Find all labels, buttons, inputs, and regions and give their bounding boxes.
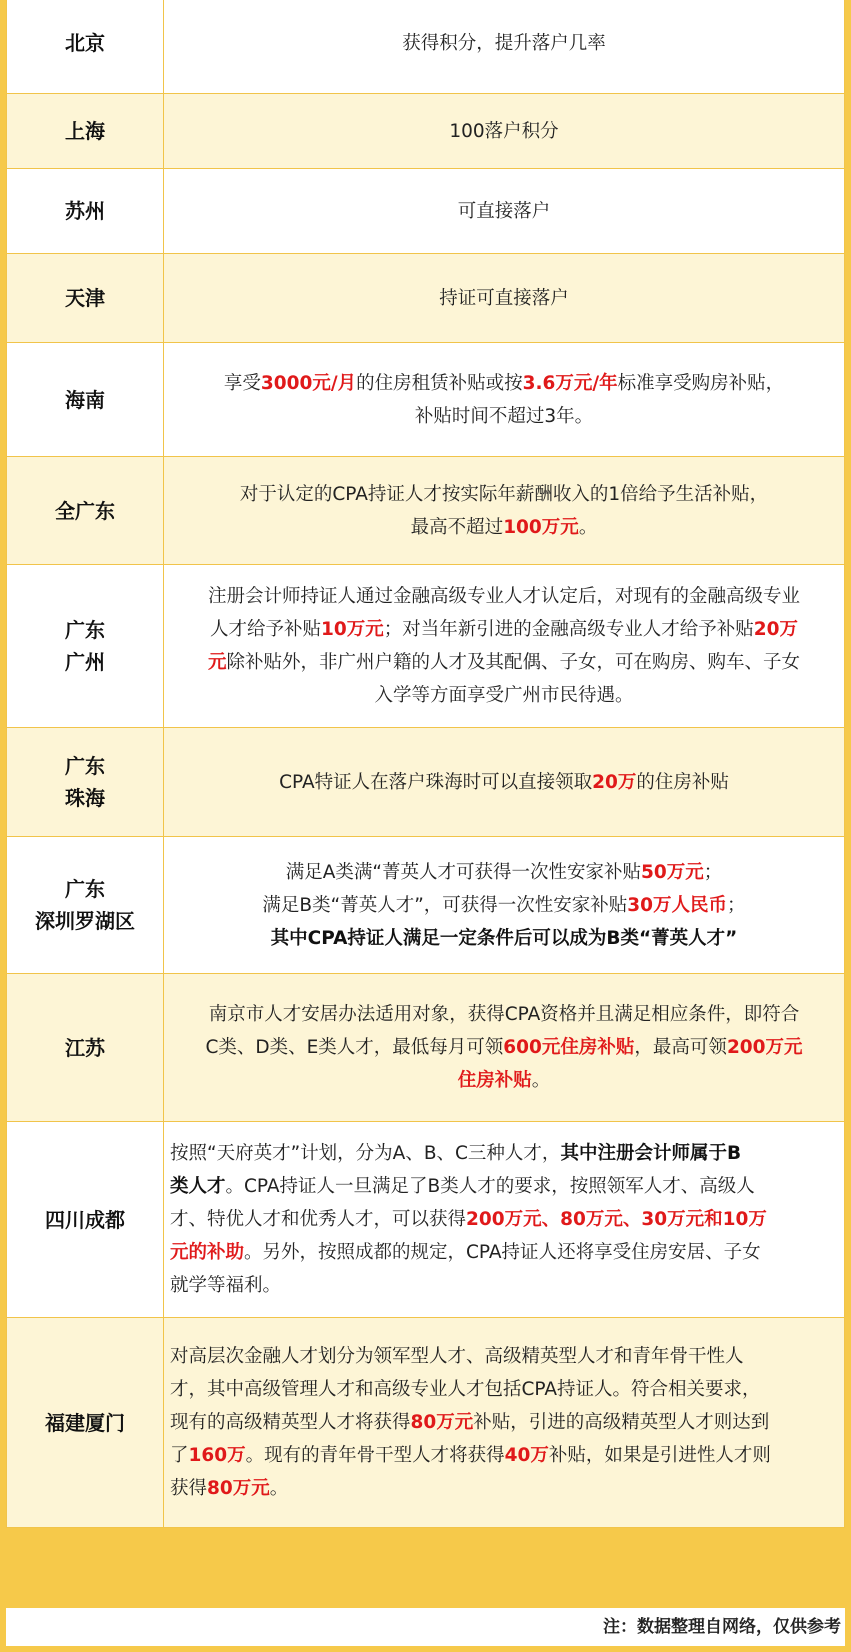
policy-text: 。现有的青年骨干型人才将获得 [245, 1445, 505, 1466]
policy-text: 。 [531, 1070, 551, 1091]
region-cell [7, 457, 164, 565]
policy-line [170, 580, 838, 613]
region-label: 广东 [65, 618, 105, 642]
policy-line [170, 1373, 838, 1406]
policy-line [170, 1269, 838, 1302]
policy-line [170, 1439, 838, 1472]
table-row [7, 1122, 845, 1318]
policy-text: 对高层次金融人才划分为领军型人才、高级精英型人才和青年骨干性人 [170, 1346, 744, 1367]
table-row [7, 94, 845, 169]
policy-text: 100落户积分 [449, 120, 559, 142]
policy-line [170, 27, 838, 60]
highlight-amount: 元的补助 [170, 1242, 245, 1263]
policy-cell [164, 343, 845, 457]
policy-cell [164, 565, 845, 728]
highlight-amount: 160万 [188, 1445, 246, 1466]
region-cell [7, 728, 164, 837]
policy-cell [164, 728, 845, 837]
policy-cell [164, 974, 845, 1122]
highlight-amount: 20万 [592, 771, 637, 793]
policy-line [170, 856, 838, 889]
table-row [7, 1318, 845, 1528]
highlight-amount: 50万元 [640, 861, 704, 883]
table-row [7, 974, 845, 1122]
highlight-amount: 200万元 [726, 1037, 803, 1058]
highlight-amount: 100万元 [503, 516, 579, 538]
emphasis-text: 类人才 [170, 1176, 226, 1197]
policy-cell [164, 457, 845, 565]
policy-text: 注册会计师持证人通过金融高级专业人才认定后，对现有的金融高级专业 [207, 586, 800, 607]
policy-text: 人才给予补贴 [209, 619, 321, 640]
table-row [7, 837, 845, 974]
policy-line [170, 282, 838, 315]
region-cell [7, 565, 164, 728]
highlight-amount: 元 [207, 652, 227, 673]
region-label: 江苏 [65, 1035, 105, 1060]
footer-note-text: 注：数据整理自网络，仅供参考 [603, 1617, 841, 1637]
emphasis-text: 其中注册会计师属于B [560, 1143, 742, 1164]
region-label: 北京 [65, 31, 105, 55]
policy-line [170, 646, 838, 679]
policy-cell [164, 254, 845, 343]
policy-text: ； [703, 861, 723, 883]
region-cell [7, 254, 164, 343]
footer-note [6, 1608, 845, 1646]
policy-cell [164, 837, 845, 974]
policy-line [170, 922, 838, 955]
policy-text: 可直接落户 [457, 200, 551, 222]
region-cell [7, 837, 164, 974]
policy-text: CPA特证人在落户珠海时可以直接领取 [279, 771, 593, 793]
policy-text: 标准享受购房补贴， [617, 372, 785, 394]
highlight-amount: 80万元 [410, 1412, 474, 1433]
policy-table-body [7, 0, 845, 1528]
policy-text: 补贴，如果是引进性人才则 [548, 1445, 771, 1466]
policy-cell [164, 1318, 845, 1528]
policy-text: 补贴时间不超过3年。 [414, 405, 594, 427]
policy-text: 满足A类满“菁英人才可获得一次性安家补贴 [285, 861, 641, 883]
policy-line [170, 998, 838, 1031]
table-row [7, 343, 845, 457]
policy-text: C类、D类、E类人才，最低每月可领 [205, 1037, 504, 1058]
region-label: 上海 [65, 119, 105, 143]
policy-line [170, 115, 838, 148]
policy-text: 最高不超过 [410, 516, 504, 538]
table-row [7, 169, 845, 254]
region-label: 深圳罗湖区 [35, 909, 135, 933]
highlight-amount: 40万 [504, 1445, 549, 1466]
policy-line [170, 511, 838, 544]
region-cell [7, 974, 164, 1122]
table-row [7, 728, 845, 837]
policy-line [170, 400, 838, 433]
highlight-amount: 80万元 [207, 1478, 270, 1499]
table-row [7, 565, 845, 728]
policy-text: 。 [578, 516, 598, 538]
region-cell [7, 0, 164, 94]
region-label: 广州 [65, 650, 105, 674]
region-label: 全广东 [55, 498, 115, 523]
policy-text: 持证可直接落户 [439, 287, 569, 309]
policy-line [170, 1064, 838, 1097]
region-label: 苏州 [65, 199, 105, 223]
policy-line [170, 613, 838, 646]
highlight-amount: 30万人民币 [627, 894, 728, 916]
region-cell [7, 1122, 164, 1318]
policy-text: 入学等方面享受广州市民待遇。 [374, 685, 634, 706]
highlight-amount: 600元住房补贴 [503, 1037, 635, 1058]
region-label: 海南 [65, 387, 105, 412]
policy-line [170, 1340, 838, 1373]
policy-text: 。另外，按照成都的规定，CPA持证人还将享受住房安居、子女 [244, 1242, 761, 1263]
policy-line [170, 889, 838, 922]
policy-line [170, 679, 838, 712]
policy-text: 获得积分，提升落户几率 [402, 32, 606, 54]
policy-line [170, 1137, 838, 1170]
policy-text: 的住房补贴 [636, 771, 729, 793]
region-cell [7, 94, 164, 169]
policy-line [170, 1236, 838, 1269]
policy-line [170, 766, 838, 799]
policy-text: 南京市人才安居办法适用对象，获得CPA资格并且满足相应条件，即符合 [208, 1004, 800, 1025]
policy-text: 除补贴外，非广州户籍的人才及其配偶、子女，可在购房、购车、子女 [226, 652, 801, 673]
policy-cell [164, 169, 845, 254]
policy-text: 对于认定的CPA持证人才按实际年薪酬收入的1倍给予生活补贴， [239, 483, 769, 505]
emphasis-text: 其中CPA持证人满足一定条件后可以成为B类“菁英人才” [270, 927, 738, 949]
highlight-amount: 20万 [753, 619, 799, 640]
region-label: 天津 [65, 286, 105, 310]
region-label: 珠海 [65, 786, 105, 810]
policy-text: 才，其中高级管理人才和高级专业人才包括CPA持证人。符合相关要求， [170, 1379, 761, 1400]
policy-text: 享受 [223, 372, 261, 394]
policy-text: 满足B类“菁英人才”，可获得一次性安家补贴 [262, 894, 628, 916]
policy-text: ，最高可领 [634, 1037, 727, 1058]
policy-text: 按照“天府英才”计划，分为A、B、C三种人才， [170, 1143, 561, 1164]
policy-line [170, 1472, 838, 1505]
policy-text: 的住房租赁补贴或按 [356, 372, 523, 394]
policy-cell [164, 94, 845, 169]
policy-line [170, 367, 838, 400]
policy-text: 获得 [170, 1478, 208, 1499]
policy-text: ；对当年新引进的金融高级专业人才给予补贴 [383, 619, 754, 640]
policy-text: ； [727, 894, 746, 916]
table-row [7, 0, 845, 94]
highlight-amount: 200万元、80万元、30万元和10万 [466, 1209, 767, 1230]
policy-text: 现有的高级精英型人才将获得 [170, 1412, 411, 1433]
policy-line [170, 1406, 838, 1439]
policy-text: 。 [269, 1478, 289, 1499]
policy-line [170, 1031, 838, 1064]
cpa-policy-table [6, 0, 845, 1528]
region-label: 广东 [65, 877, 105, 901]
highlight-amount: 10万元 [321, 619, 384, 640]
policy-text: 。CPA持证人一旦满足了B类人才的要求，按照领军人才、高级人 [225, 1176, 755, 1197]
policy-line [170, 1170, 838, 1203]
policy-line [170, 478, 838, 511]
region-cell [7, 169, 164, 254]
region-cell [7, 343, 164, 457]
policy-text: 就学等福利。 [170, 1275, 282, 1296]
region-label: 四川成都 [45, 1207, 125, 1232]
policy-text: 才、特优人才和优秀人才，可以获得 [170, 1209, 467, 1230]
policy-line [170, 195, 838, 228]
policy-cell [164, 0, 845, 94]
policy-cell [164, 1122, 845, 1318]
region-label: 福建厦门 [45, 1410, 125, 1435]
region-cell [7, 1318, 164, 1528]
highlight-amount: 3000元/月 [260, 372, 357, 394]
table-row [7, 457, 845, 565]
highlight-amount: 3.6万元/年 [522, 372, 618, 394]
policy-line [170, 1203, 838, 1236]
highlight-amount: 住房补贴 [457, 1070, 532, 1091]
policy-text: 补贴，引进的高级精英型人才则达到 [473, 1412, 770, 1433]
table-row [7, 254, 845, 343]
policy-text: 了 [170, 1445, 189, 1466]
region-label: 广东 [65, 754, 105, 778]
